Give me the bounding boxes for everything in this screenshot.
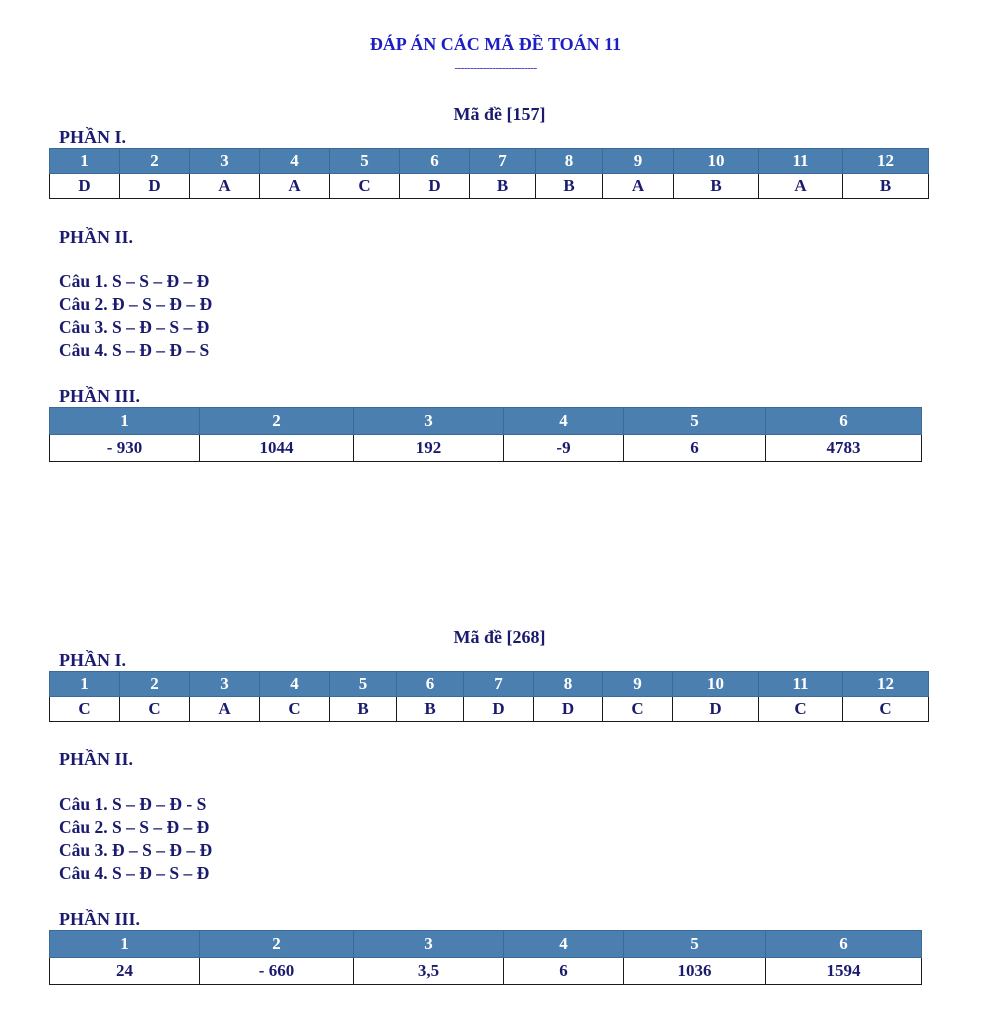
exam-code-157: Mã đề [157]: [453, 104, 546, 124]
part2-line: Câu 1. S – S – Đ – Đ: [59, 271, 210, 291]
part3-table-157: [49, 407, 922, 462]
question-number: 5: [330, 672, 397, 697]
question-number: 9: [603, 672, 673, 697]
question-number: 2: [200, 931, 354, 958]
answer-cell: A: [260, 174, 330, 199]
part3-table-268: [49, 930, 922, 985]
answer-cell: B: [536, 174, 603, 199]
answer-cell: D: [50, 174, 120, 199]
answer-cell: C: [843, 697, 929, 722]
part2-answers-157: [59, 270, 212, 362]
question-number: 11: [759, 672, 843, 697]
document-title: ĐÁP ÁN CÁC MÃ ĐỀ TOÁN 11: [369, 34, 622, 54]
question-number: 6: [400, 149, 470, 174]
answer-cell: A: [190, 174, 260, 199]
part3-answer-row: [50, 958, 922, 985]
question-number: 6: [397, 672, 464, 697]
answer-cell: D: [534, 697, 603, 722]
part2-line: Câu 1. S – Đ – Đ - S: [59, 794, 207, 814]
question-number: 3: [190, 149, 260, 174]
answer-cell: C: [603, 697, 673, 722]
answer-cell: 1036: [624, 958, 766, 985]
part2-answers-268: [59, 793, 212, 885]
answer-cell: D: [673, 697, 759, 722]
answer-cell: 192: [354, 435, 504, 462]
question-number: 4: [504, 931, 624, 958]
question-number: 9: [603, 149, 674, 174]
question-number: 2: [200, 408, 354, 435]
question-number: 5: [624, 408, 766, 435]
part2-line: Câu 2. Đ – S – Đ – Đ: [59, 294, 213, 314]
question-number: 7: [464, 672, 534, 697]
answer-cell: C: [759, 697, 843, 722]
part3-answer-row: [50, 435, 922, 462]
question-number: 10: [674, 149, 759, 174]
answer-cell: C: [330, 174, 400, 199]
part1-table-157: [49, 148, 929, 199]
answer-cell: A: [603, 174, 674, 199]
part2-heading-157: PHẦN II.: [59, 227, 134, 247]
question-number: 1: [50, 931, 200, 958]
answer-cell: B: [397, 697, 464, 722]
question-number: 7: [470, 149, 536, 174]
question-number: 3: [190, 672, 260, 697]
answer-cell: B: [843, 174, 929, 199]
question-number: 5: [624, 931, 766, 958]
question-number: 5: [330, 149, 400, 174]
question-number: 8: [536, 149, 603, 174]
answer-cell: 4783: [766, 435, 922, 462]
answer-cell: 6: [624, 435, 766, 462]
part1-header-row: [50, 672, 929, 697]
question-number: 1: [50, 408, 200, 435]
title-underline-dashes: --------------------------: [454, 62, 537, 74]
question-number: 3: [354, 931, 504, 958]
question-number: 10: [673, 672, 759, 697]
part1-table-268: [49, 671, 929, 722]
part2-line: Câu 4. S – Đ – S – Đ: [59, 863, 210, 883]
answer-cell: C: [50, 697, 120, 722]
answer-cell: - 660: [200, 958, 354, 985]
question-number: 8: [534, 672, 603, 697]
answer-cell: D: [400, 174, 470, 199]
question-number: 2: [120, 672, 190, 697]
exam-code-268: Mã đề [268]: [453, 627, 546, 647]
part2-line: Câu 3. Đ – S – Đ – Đ: [59, 840, 213, 860]
question-number: 6: [766, 931, 922, 958]
answer-cell: A: [190, 697, 260, 722]
answer-cell: A: [759, 174, 843, 199]
part3-heading-157: PHẦN III.: [59, 386, 141, 406]
part2-line: Câu 2. S – S – Đ – Đ: [59, 817, 210, 837]
part2-line: Câu 3. S – Đ – S – Đ: [59, 317, 210, 337]
part3-header-row: [50, 408, 922, 435]
answer-cell: B: [330, 697, 397, 722]
answer-cell: 1044: [200, 435, 354, 462]
part2-line: Câu 4. S – Đ – Đ – S: [59, 340, 210, 360]
answer-cell: 24: [50, 958, 200, 985]
part1-header-row: [50, 149, 929, 174]
answer-cell: D: [120, 174, 190, 199]
part3-header-row: [50, 931, 922, 958]
answer-cell: -9: [504, 435, 624, 462]
question-number: 3: [354, 408, 504, 435]
answer-cell: B: [674, 174, 759, 199]
question-number: 2: [120, 149, 190, 174]
answer-cell: C: [120, 697, 190, 722]
question-number: 12: [843, 149, 929, 174]
question-number: 4: [504, 408, 624, 435]
part1-heading-157: PHẦN I.: [59, 127, 126, 147]
part1-heading-268: PHẦN I.: [59, 650, 126, 670]
part1-answer-row: [50, 174, 929, 199]
part3-heading-268: PHẦN III.: [59, 909, 141, 929]
question-number: 11: [759, 149, 843, 174]
answer-cell: C: [260, 697, 330, 722]
question-number: 4: [260, 672, 330, 697]
answer-cell: 6: [504, 958, 624, 985]
answer-cell: 3,5: [354, 958, 504, 985]
question-number: 12: [843, 672, 929, 697]
answer-cell: - 930: [50, 435, 200, 462]
answer-cell: B: [470, 174, 536, 199]
part1-answer-row: [50, 697, 929, 722]
question-number: 4: [260, 149, 330, 174]
question-number: 6: [766, 408, 922, 435]
answer-cell: 1594: [766, 958, 922, 985]
answer-cell: D: [464, 697, 534, 722]
question-number: 1: [50, 149, 120, 174]
question-number: 1: [50, 672, 120, 697]
part2-heading-268: PHẦN II.: [59, 749, 134, 769]
